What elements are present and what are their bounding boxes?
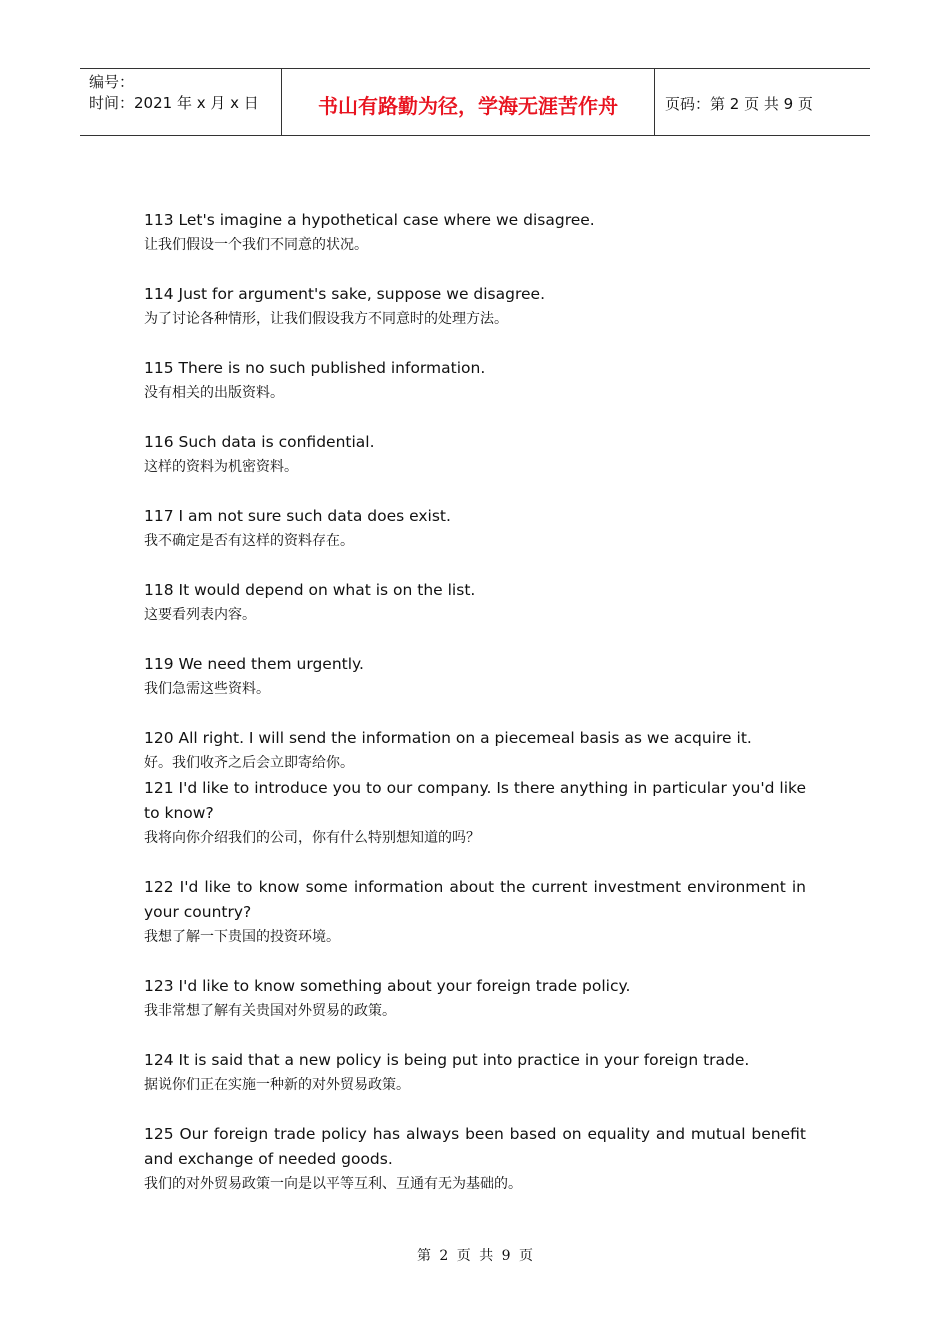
phrase-entry [144,652,806,702]
chinese-translation: 我想了解一下贵国的投资环境。 [144,929,340,945]
english-sentence: 120 All right. I will send the information on a piecemeal basis as we acquire it. [144,729,752,747]
header-page-info [655,69,870,135]
english-sentence: 125 Our foreign trade policy has always been based on equality and mutual benefit and exchange of needed goods. [144,1125,806,1168]
chinese-translation: 我不确定是否有这样的资料存在。 [144,533,354,549]
phrase-entry [144,1048,806,1098]
header-page-label: 页码：第 2 页 共 9 页 [665,94,813,113]
chinese-translation: 为了讨论各种情形，让我们假设我方不同意时的处理方法。 [144,311,508,327]
chinese-translation: 据说你们正在实施一种新的对外贸易政策。 [144,1077,410,1093]
english-sentence: 124 It is said that a new policy is being put into practice in your foreign trade. [144,1051,750,1069]
document-date-label: 时间：2021 年 x 月 x 日 [89,94,259,112]
english-sentence: 117 I am not sure such data does exist. [144,507,451,525]
phrase-entry [144,282,806,332]
chinese-translation: 好。我们收齐之后会立即寄给你。 [144,755,354,771]
chinese-translation: 没有相关的出版资料。 [144,385,284,401]
english-sentence: 122 I'd like to know some information about the current investment environment in your country? [144,878,806,921]
phrase-list [144,208,806,1221]
english-sentence: 119 We need them urgently. [144,655,364,673]
phrase-entry [144,430,806,480]
chinese-translation: 我们的对外贸易政策一向是以平等互利、互通有无为基础的。 [144,1176,522,1192]
page-footer [0,1245,950,1265]
phrase-entry [144,974,806,1024]
english-sentence: 115 There is no such published information. [144,359,486,377]
english-sentence: 123 I'd like to know something about your foreign trade policy. [144,977,631,995]
motto-text: 书山有路勤为径，学海无涯苦作舟 [318,93,618,118]
english-sentence: 121 I'd like to introduce you to our company. Is there anything in particular you'd like to know? [144,779,806,822]
phrase-entry [144,875,806,950]
chinese-translation: 让我们假设一个我们不同意的状况。 [144,237,368,253]
phrase-entry [144,356,806,406]
chinese-translation: 这样的资料为机密资料。 [144,459,298,475]
phrase-entry [144,578,806,628]
english-sentence: 114 Just for argument's sake, suppose we disagree. [144,285,546,303]
phrase-entry [144,726,806,776]
header-meta [80,69,281,135]
footer-page-number: 第 2 页 共 9 页 [416,1248,534,1264]
english-sentence: 113 Let's imagine a hypothetical case where we disagree. [144,211,595,229]
document-number-label: 编号： [89,73,135,91]
chinese-translation: 我非常想了解有关贵国对外贸易的政策。 [144,1003,396,1019]
header-motto [281,69,655,135]
chinese-translation: 我们急需这些资料。 [144,681,270,697]
chinese-translation: 我将向你介绍我们的公司，你有什么特别想知道的吗？ [144,830,480,846]
phrase-entry [144,1122,806,1197]
chinese-translation: 这要看列表内容。 [144,607,256,623]
phrase-entry [144,776,806,851]
phrase-entry [144,504,806,554]
english-sentence: 116 Such data is confidential. [144,433,375,451]
page-header [80,68,870,136]
phrase-entry [144,208,806,258]
english-sentence: 118 It would depend on what is on the list. [144,581,476,599]
